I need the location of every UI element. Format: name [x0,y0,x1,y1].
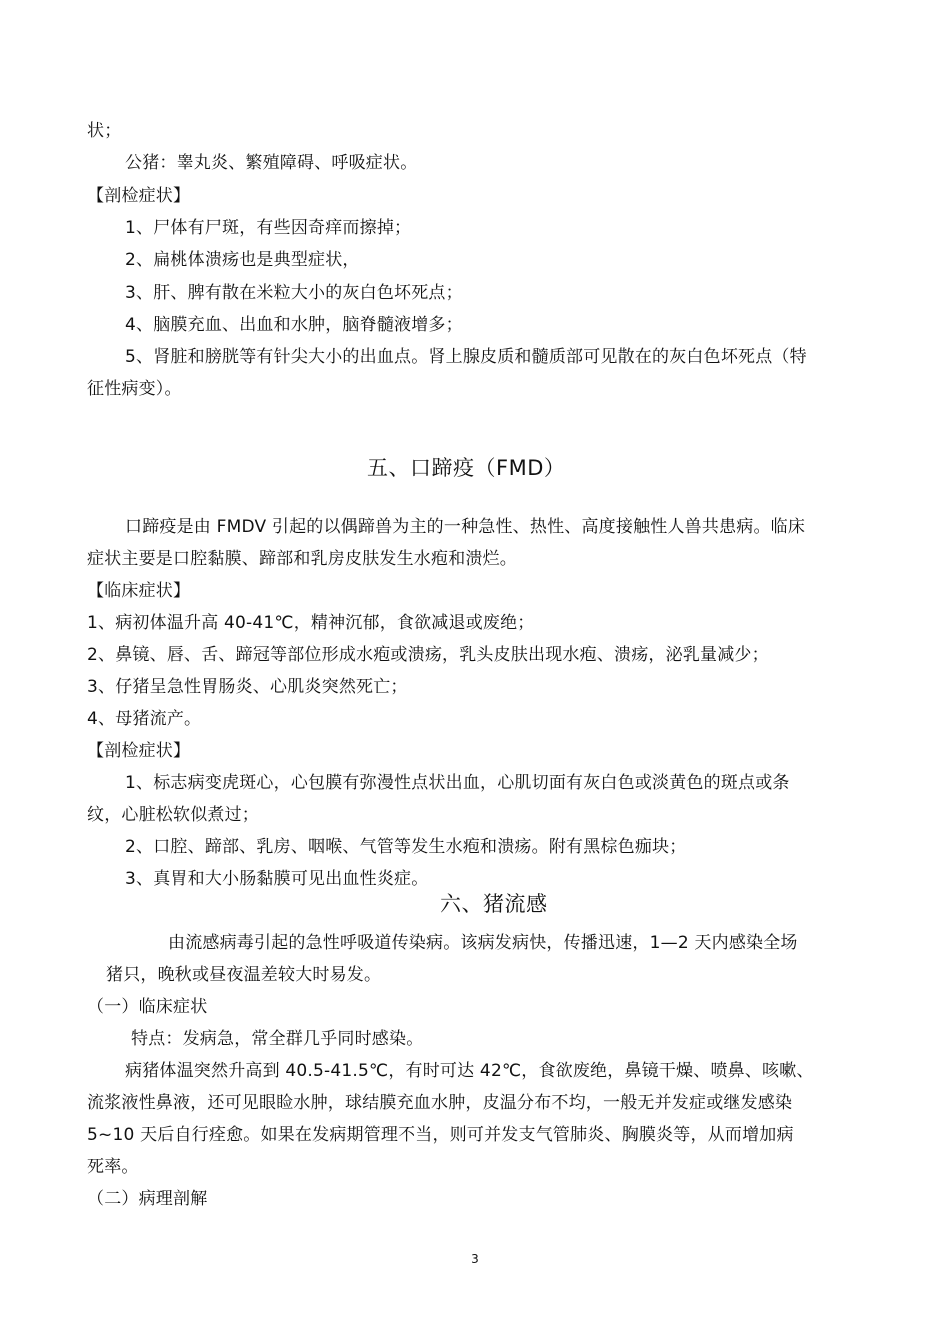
list-item: 1、病初体温升高 40-41℃，精神沉郁，食欲减退或废绝； [87,613,535,633]
paragraph-line: 由流感病毒引起的急性呼吸道传染病。该病发病快，传播迅速，1—2 天内感染全场 [168,933,798,953]
text-line: 征性病变）。 [87,379,182,399]
list-item: 2、口腔、蹄部、乳房、咽喉、气管等发生水疱和溃疡。附有黑棕色痂块； [125,837,687,857]
list-item: 3、肝、脾有散在米粒大小的灰白色坏死点； [125,283,463,303]
section-label: 【临床症状】 [87,581,191,601]
page-number: 3 [471,1252,479,1266]
subsection-label: （一）临床症状 [87,997,208,1017]
list-item: 3、仔猪呈急性胃肠炎、心肌炎突然死亡； [87,677,408,697]
paragraph-line: 口蹄疫是由 FMDV 引起的以偶蹄兽为主的一种急性、热性、高度接触性人兽共患病。临床 [125,517,806,537]
list-item: 1、尸体有尸斑，有些因奇痒而擦掉； [125,218,412,238]
text-line: 特点：发病急，常全群几乎同时感染。 [131,1029,424,1049]
paragraph-line: 症状主要是口腔黏膜、蹄部和乳房皮肤发生水疱和溃烂。 [87,549,517,569]
paragraph-line: 病猪体温突然升高到 40.5-41.5℃，有时可达 42℃，食欲废绝，鼻镜干燥、喷鼻、咳嗽、 [125,1061,814,1081]
list-item: 2、鼻镜、唇、舌、蹄冠等部位形成水疱或溃疡，乳头皮肤出现水疱、溃疡，泌乳量减少； [87,645,769,665]
text-line: 状； [87,121,122,141]
section-label: 【剖检症状】 [87,741,191,761]
paragraph-line: 流浆液性鼻液，还可见眼睑水肿，球结膜充血水肿，皮温分布不均，一般无并发症或继发感染 [87,1093,793,1113]
list-item: 4、母猪流产。 [87,709,202,729]
paragraph-line: 死率。 [87,1157,139,1177]
section-label: 【剖检症状】 [87,186,191,206]
section-heading: 六、猪流感 [440,892,548,916]
text-line: 公猪：睾丸炎、繁殖障碍、呼吸症状。 [125,153,418,173]
text-line: 纹，心脏松软似煮过； [87,805,259,825]
subsection-label: （二）病理剖解 [87,1189,208,1209]
section-heading: 五、口蹄疫（FMD） [367,456,566,480]
paragraph-line: 猪只，晚秋或昼夜温差较大时易发。 [106,965,382,985]
list-item: 2、扁桃体溃疡也是典型症状， [125,250,360,270]
list-item: 4、脑膜充血、出血和水肿，脑脊髓液增多； [125,315,463,335]
paragraph-line: 5~10 天后自行痊愈。如果在发病期管理不当，则可并发支气管肺炎、胸膜炎等，从而增加病 [87,1125,794,1145]
list-item: 3、真胃和大小肠黏膜可见出血性炎症。 [125,869,429,889]
list-item: 5、肾脏和膀胱等有针尖大小的出血点。肾上腺皮质和髓质部可见散在的灰白色坏死点（特 [125,347,807,367]
list-item: 1、标志病变虎斑心，心包膜有弥漫性点状出血，心肌切面有灰白色或淡黄色的斑点或条 [125,773,790,793]
